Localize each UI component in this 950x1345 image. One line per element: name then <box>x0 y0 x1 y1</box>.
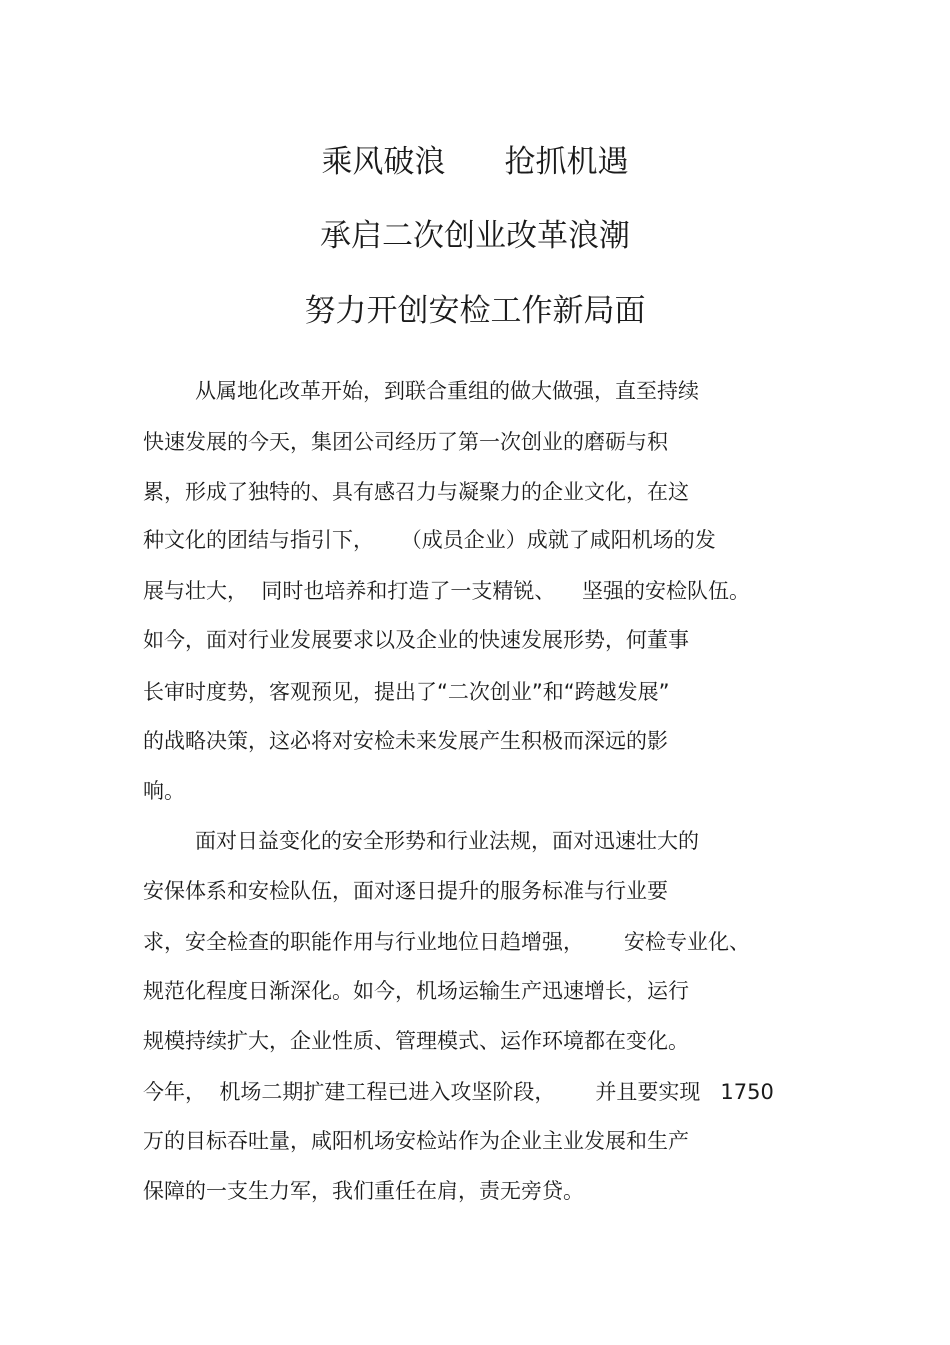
paragraph-2-line-4: 规范化程度日渐深化。如今，机场运输生产迅速增长，运行 <box>143 979 689 1003</box>
paragraph-1-line-7: 长审时度势，客观预见，提出了“二次创业”和“跨越发展” <box>143 680 670 704</box>
paragraph-2-line-6: 今年， 机场二期扩建工程已进入攻坚阶段， 并且要实现 1750 <box>143 1080 774 1104</box>
title-line-1: 乘风破浪 抢抓机遇 <box>321 144 629 180</box>
paragraph-1-line-1: 从属地化改革开始，到联合重组的做大做强，直至持续 <box>195 379 699 403</box>
paragraph-2-line-3: 求，安全检查的职能作用与行业地位日趋增强， 安检专业化、 <box>143 930 751 954</box>
paragraph-1-line-4: 种文化的团结与指引下， （成员企业）成就了咸阳机场的发 <box>143 528 716 552</box>
paragraph-2-line-2: 安保体系和安检队伍，面对逐日提升的服务标准与行业要 <box>143 879 668 903</box>
title-line-3: 努力开创安检工作新局面 <box>304 293 646 329</box>
paragraph-2-line-8: 保障的一支生力军，我们重任在肩，责无旁贷。 <box>143 1179 584 1203</box>
paragraph-2-line-1: 面对日益变化的安全形势和行业法规，面对迅速壮大的 <box>195 829 699 853</box>
paragraph-1-line-8: 的战略决策，这必将对安检未来发展产生积极而深远的影 <box>143 729 668 753</box>
paragraph-1-line-9: 响。 <box>143 779 185 803</box>
paragraph-1-line-6: 如今，面对行业发展要求以及企业的快速发展形势，何董事 <box>143 628 689 652</box>
title-line-2: 承启二次创业改革浪潮 <box>320 218 630 254</box>
paragraph-2-line-5: 规模持续扩大，企业性质、管理模式、运作环境都在变化。 <box>143 1029 689 1053</box>
paragraph-2-line-7: 万的目标吞吐量，咸阳机场安检站作为企业主业发展和生产 <box>143 1129 689 1153</box>
paragraph-1-line-5: 展与壮大， 同时也培养和打造了一支精锐、 坚强的安检队伍。 <box>143 579 751 603</box>
paragraph-1-line-3: 累，形成了独特的、具有感召力与凝聚力的企业文化，在这 <box>143 480 689 504</box>
paragraph-1-line-2: 快速发展的今天，集团公司经历了第一次创业的磨砺与积 <box>143 430 668 454</box>
